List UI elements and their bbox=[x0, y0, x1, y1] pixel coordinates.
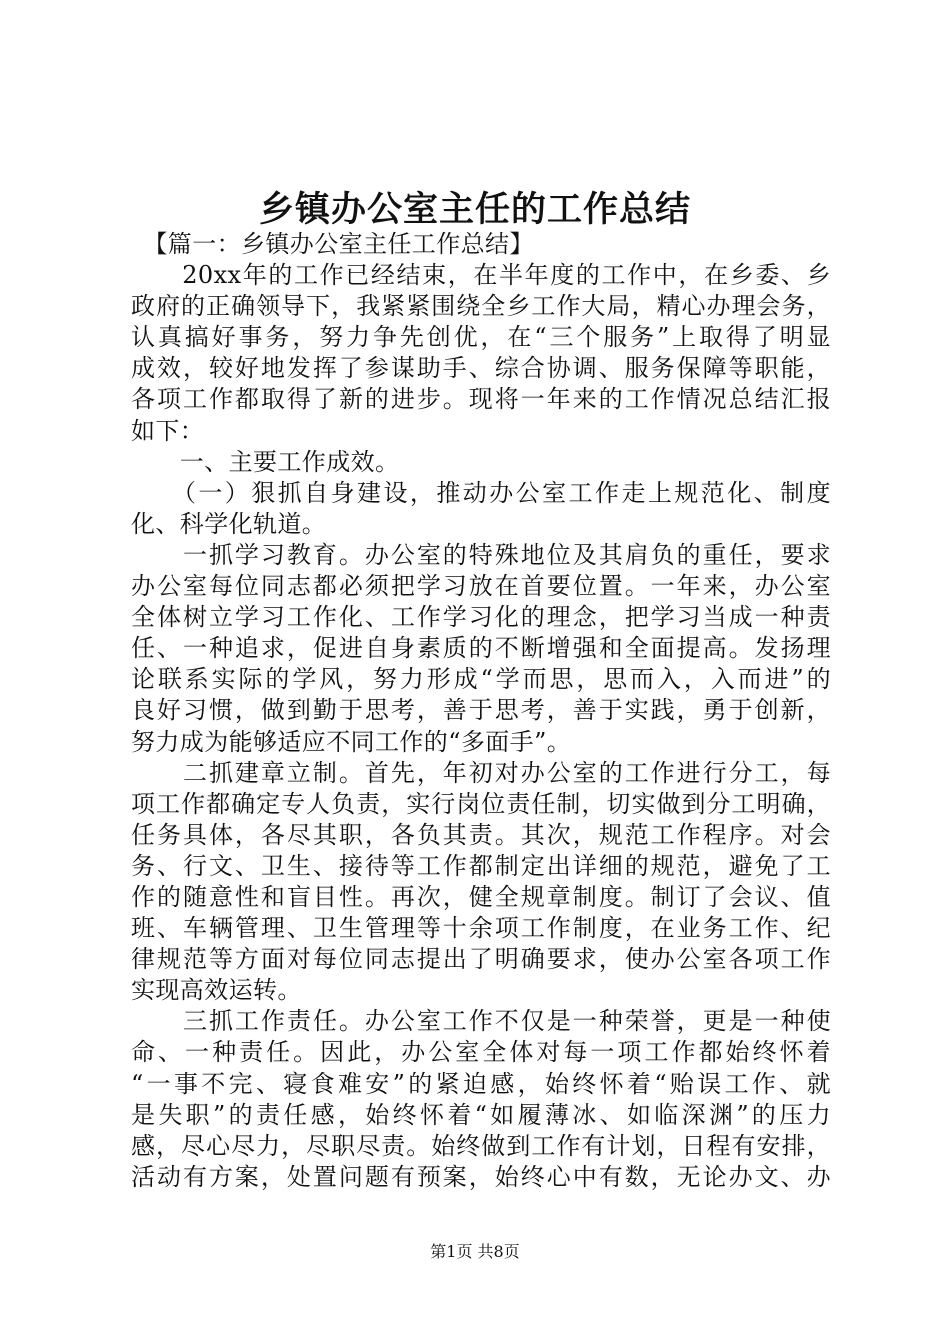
body-line: 作的随意性和盲目性。再次，健全规章制度。制订了会议、值 bbox=[131, 882, 831, 911]
body-line: 一、主要工作成效。 bbox=[131, 447, 400, 476]
body-line: 20xx年的工作已经结束，在半年度的工作中，在乡委、乡 bbox=[131, 261, 831, 290]
body-line: 任、一种追求，促进自身素质的不断增强和全面提高。发扬理 bbox=[131, 634, 831, 663]
body-line: 命、一种责任。因此，办公室全体对每一项工作都始终怀着 bbox=[131, 1038, 831, 1067]
body-line: 二抓建章立制。首先，年初对办公室的工作进行分工，每 bbox=[131, 758, 831, 787]
body-line: 是失职”的责任感，始终怀着“如履薄冰、如临深渊”的压力 bbox=[131, 1100, 831, 1129]
document-title: 乡镇办公室主任的工作总结 bbox=[258, 189, 691, 230]
body-line: 三抓工作责任。办公室工作不仅是一种荣誉，更是一种使 bbox=[131, 1007, 831, 1036]
body-line: “一事不完、寝食难安”的紧迫感，始终怀着“贻误工作、就 bbox=[131, 1069, 831, 1098]
body-line: 化、科学化轨道。 bbox=[131, 509, 327, 538]
body-line: （一）狠抓自身建设，推动办公室工作走上规范化、制度 bbox=[131, 478, 831, 507]
body-line: 论联系实际的学风，努力形成“学而思，思而入，入而进”的 bbox=[131, 665, 831, 694]
body-line: 任务具体，各尽其职，各负其责。其次，规范工作程序。对会 bbox=[131, 820, 831, 849]
body-line: 良好习惯，做到勤于思考，善于思考，善于实践，勇于创新， bbox=[131, 696, 831, 725]
body-line: 成效，较好地发挥了参谋助手、综合协调、服务保障等职能， bbox=[131, 354, 831, 383]
body-line: 努力成为能够适应不同工作的“多面手”。 bbox=[131, 727, 572, 756]
body-line: 律规范等方面对每位同志提出了明确要求，使办公室各项工作 bbox=[131, 945, 831, 974]
body-line: 全体树立学习工作化、工作学习化的理念，把学习当成一种责 bbox=[131, 603, 831, 632]
body-line: 【篇一：乡镇办公室主任工作总结】 bbox=[131, 230, 534, 258]
body-line: 如下： bbox=[131, 416, 205, 445]
body-line: 班、车辆管理、卫生管理等十余项工作制度，在业务工作、纪 bbox=[131, 914, 831, 943]
document-body bbox=[131, 229, 831, 1193]
body-line: 认真搞好事务，努力争先创优，在“三个服务”上取得了明显 bbox=[131, 323, 831, 352]
page-footer: 第1页 共8页 bbox=[430, 1242, 520, 1261]
body-line: 感，尽心尽力，尽职尽责。始终做到工作有计划，日程有安排， bbox=[131, 1131, 831, 1160]
body-line: 政府的正确领导下，我紧紧围绕全乡工作大局，精心办理会务， bbox=[131, 292, 831, 321]
body-line: 办公室每位同志都必须把学习放在首要位置。一年来，办公室 bbox=[131, 572, 831, 601]
body-line: 务、行文、卫生、接待等工作都制定出详细的规范，避免了工 bbox=[131, 851, 831, 880]
body-line: 实现高效运转。 bbox=[131, 976, 302, 1005]
body-line: 各项工作都取得了新的进步。现将一年来的工作情况总结汇报 bbox=[131, 385, 831, 414]
body-line: 活动有方案，处置问题有预案，始终心中有数，无论办文、办 bbox=[131, 1162, 831, 1191]
body-line: 项工作都确定专人负责，实行岗位责任制，切实做到分工明确， bbox=[131, 789, 831, 818]
body-line: 一抓学习教育。办公室的特殊地位及其肩负的重任，要求 bbox=[131, 540, 831, 569]
